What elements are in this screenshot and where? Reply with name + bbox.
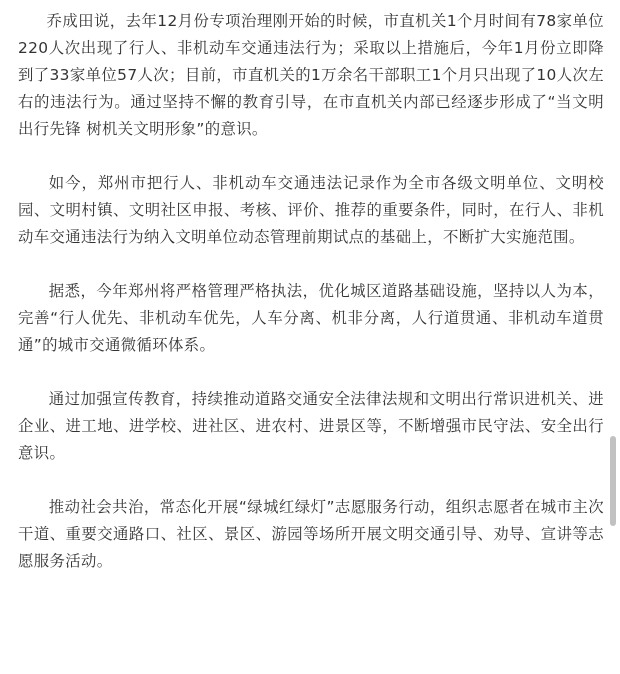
article-paragraph-2: 如今，郑州市把行人、非机动车交通违法记录作为全市各级文明单位、文明校园、文明村镇、文明社区申报、考核、评价、推荐的重要条件，同时，在行人、非机动车交通违法行为纳入文明单位动态管理前期试点的基础上，不断扩大实施范围。: [18, 174, 604, 246]
vertical-scrollbar[interactable]: [608, 0, 618, 674]
article-paragraph-5: 推动社会共治，常态化开展“绿城红绿灯”志愿服务行动，组织志愿者在城市主次干道、重要交通路口、社区、景区、游园等场所开展文明交通引导、劝导、宣讲等志愿服务活动。: [18, 498, 604, 570]
article-paragraph-4: 通过加强宣传教育，持续推动道路交通安全法律法规和文明出行常识进机关、进企业、进工地、进学校、进社区、进农村、进景区等，不断增强市民守法、安全出行意识。: [18, 390, 604, 462]
scrollbar-thumb[interactable]: [610, 436, 616, 526]
article-paragraph-1: 乔成田说，去年12月份专项治理刚开始的时候，市直机关1个月时间有78家单位220人次出现了行人、非机动车交通违法行为；采取以上措施后，今年1月份立即降到了33家单位57人次；目前，市直机关的1万余名干部职工1个月只出现了10人次左右的违法行为。通过坚持不懈的教育引导，在市直机关内部已经逐步形成了“当文明出行先锋 树机关文明形象”的意识。: [18, 12, 604, 138]
article-body: [18, 0, 604, 674]
article-paragraph-3: 据悉，今年郑州将严格管理严格执法，优化城区道路基础设施，坚持以人为本，完善“行人优先、非机动车优先，人车分离、机非分离，人行道贯通、非机动车道贯通”的城市交通微循环体系。: [18, 282, 604, 354]
